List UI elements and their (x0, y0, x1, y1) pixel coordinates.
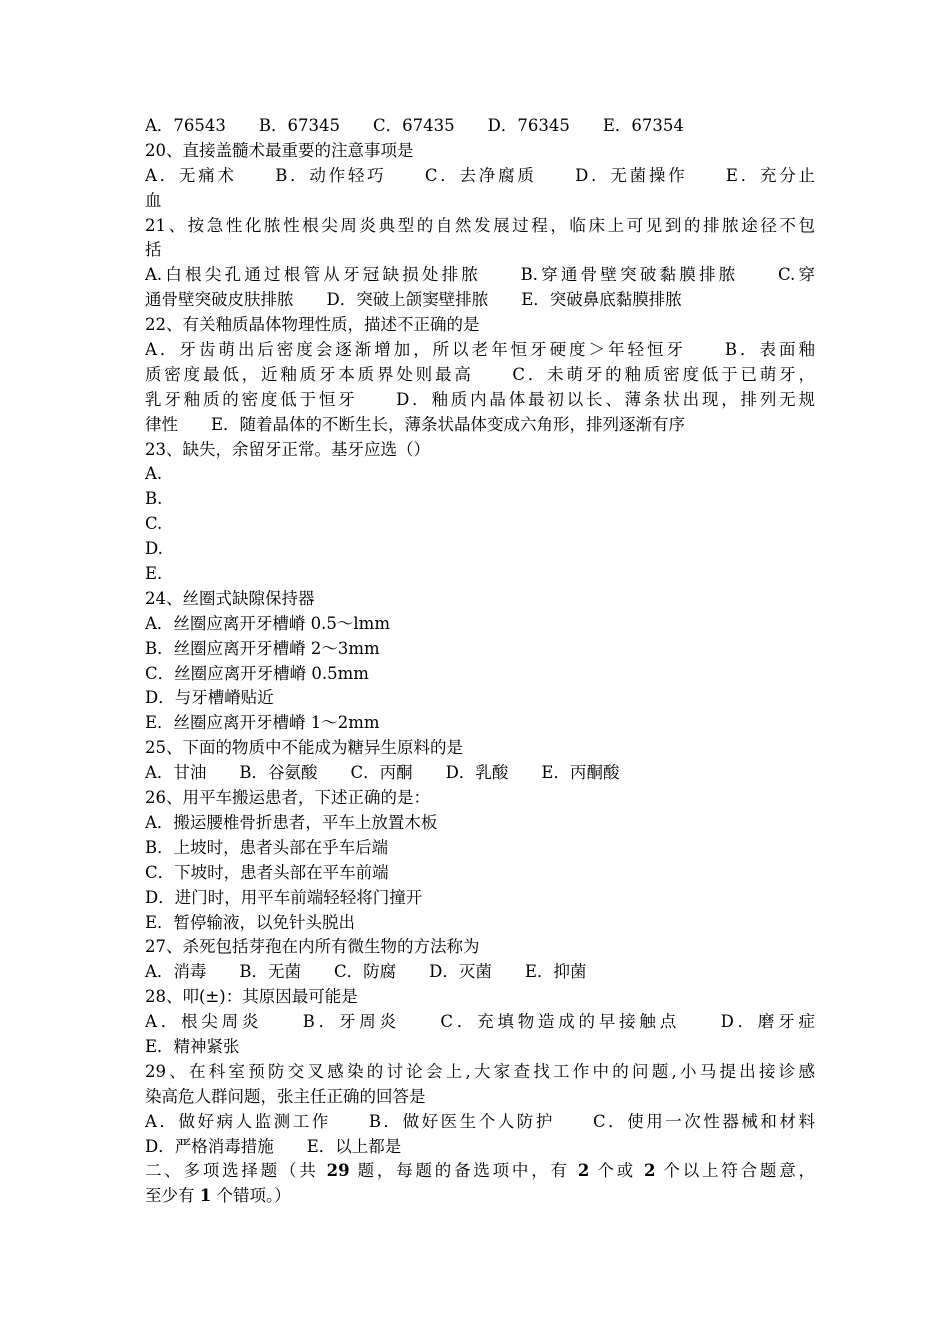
text-line: 通骨壁突破皮肤排脓 D．突破上颌窦壁排脓 E．突破鼻底黏膜排脓 (145, 290, 682, 310)
text-line: 28、叩(±)：其原因最可能是 (145, 987, 358, 1007)
text-line: 26、用平车搬运患者，下述正确的是： (145, 788, 430, 808)
text-line: 质密度最低，近釉质牙本质界处则最高 C．未萌牙的釉质密度低于已萌牙， (145, 364, 815, 384)
min-wrong-count: 1 (199, 1186, 212, 1206)
section-text: 个或 (589, 1161, 644, 1181)
text-line: D．严格消毒措施 E．以上都是 (145, 1136, 402, 1156)
text-line: 律性 E．随着晶体的不断生长，薄条状晶体变成六角形，排列逐渐有序 (145, 414, 686, 434)
text-line: A. (145, 464, 163, 484)
text-line: 染高危人群问题，张主任正确的回答是 (145, 1086, 426, 1106)
text-line: A.白根尖孔通过根管从牙冠缺损处排脓 B.穿通骨壁突破黏膜排脓 C.穿 (145, 265, 815, 285)
text-line: A．76543 B．67345 C．67435 D．76345 E．67354 (145, 116, 684, 135)
question-list (145, 114, 815, 1209)
text-line: B．丝圈应离开牙槽嵴 2～3mm (145, 638, 380, 658)
text-line: E．丝圈应离开牙槽嵴 1～2mm (145, 713, 380, 733)
text-line: 24、丝圈式缺隙保持器 (145, 588, 315, 608)
text-line: E．精神紧张 (145, 1036, 240, 1056)
text-line: A．根尖周炎 B．牙周炎 C．充填物造成的早接触点 D．磨牙症 (145, 1012, 815, 1032)
text-line: B. (145, 489, 163, 509)
text-line: 23、缺失，余留牙正常。基牙应选（） (145, 439, 430, 459)
text-line: C．下坡时，患者头部在平车前端 (145, 862, 389, 882)
text-line: 21、按急性化脓性根尖周炎典型的自然发展过程，临床上可见到的排脓途径不包 (145, 215, 815, 235)
min-correct-count: 2 (577, 1161, 590, 1181)
text-line: A．消毒 B．无菌 C．防腐 D．灭菌 E．抑菌 (145, 962, 587, 982)
text-line: D．进门时，用平车前端轻轻将门撞开 (145, 887, 423, 907)
section-text: 个错项。） (211, 1186, 291, 1206)
text-line: E．暂停输液，以免针头脱出 (145, 912, 356, 932)
text-line: 20、直接盖髓术最重要的注意事项是 (145, 140, 414, 160)
text-line: 25、下面的物质中不能成为糖异生原料的是 (145, 738, 463, 758)
min-correct-count-2: 2 (643, 1161, 656, 1181)
text-line: 27、杀死包括芽孢在内所有微生物的方法称为 (145, 937, 480, 957)
section-text: 个以上符合题意， (655, 1161, 815, 1181)
section-heading-line-2 (145, 1184, 815, 1209)
text-line: A．无痛术 B．动作轻巧 C．去净腐质 D．无菌操作 E．充分止 (145, 165, 815, 185)
text-line: 血 (145, 190, 162, 210)
text-line: D．与牙槽嵴贴近 (145, 688, 274, 708)
text-line: 括 (145, 240, 162, 260)
section-text: 至少有 (145, 1186, 200, 1206)
section-heading-line-1 (145, 1159, 815, 1184)
text-line: A．丝圈应离开牙槽嵴 0.5～lmm (145, 613, 390, 633)
text-line: E. (145, 564, 163, 584)
text-line: B．上坡时，患者头部在乎车后端 (145, 837, 389, 857)
text-line: C．丝圈应离开牙槽嵴 0.5mm (145, 663, 369, 683)
text-line: 乳牙釉质的密度低于恒牙 D．釉质内晶体最初以长、薄条状出现，排列无规 (145, 389, 815, 409)
text-line: A．做好病人监测工作 B．做好医生个人防护 C．使用一次性器械和材料 (145, 1111, 815, 1131)
section-text: 二、多项选择题（共 (145, 1161, 327, 1181)
text-line: 29、在科室预防交叉感染的讨论会上,大家查找工作中的问题,小马提出接诊感 (145, 1061, 815, 1081)
section-text: 题，每题的备选项中，有 (349, 1161, 578, 1181)
text-line: D. (145, 539, 163, 559)
text-line: 22、有关釉质晶体物理性质，描述不正确的是 (145, 315, 480, 335)
question-count: 29 (326, 1161, 350, 1181)
text-line: A．牙齿萌出后密度会逐渐增加，所以老年恒牙硬度＞年轻恒牙 B．表面釉 (145, 340, 815, 360)
text-line: A．甘油 B．谷氨酸 C．丙酮 D．乳酸 E．丙酮酸 (145, 763, 620, 783)
text-line: C. (145, 514, 163, 534)
text-line: A．搬运腰椎骨折患者，平车上放置木板 (145, 812, 438, 832)
